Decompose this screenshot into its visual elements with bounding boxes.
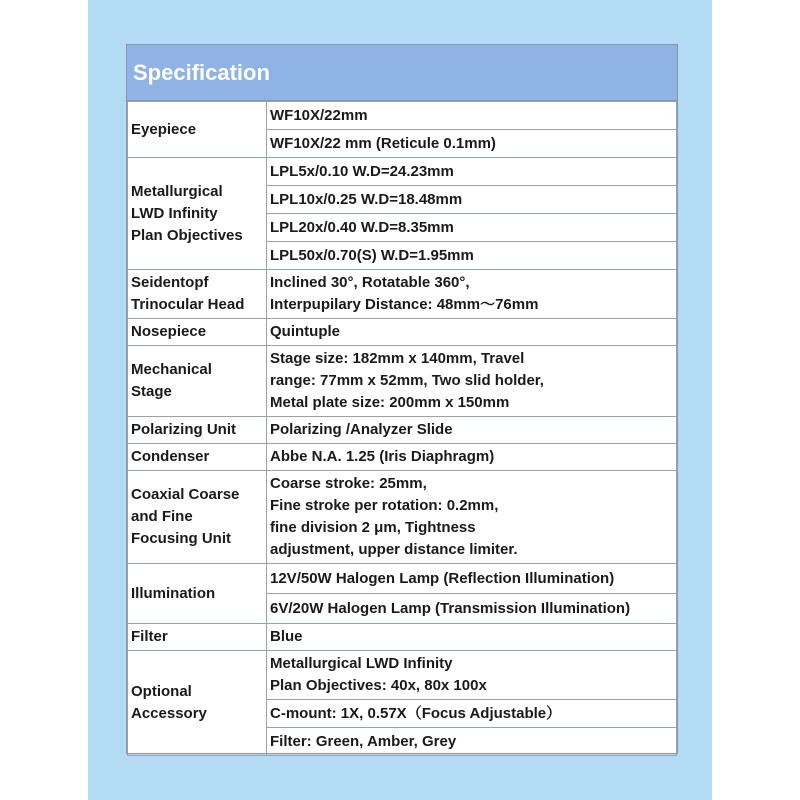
row-label-head: [128, 270, 267, 319]
row-label-condenser: Condenser: [128, 444, 267, 471]
table-row: [128, 417, 677, 444]
label-line: Metallurgical: [131, 182, 223, 200]
row-label-nosepiece: Nosepiece: [128, 319, 267, 346]
label-line: LWD Infinity: [131, 204, 218, 222]
table-row: [128, 102, 677, 130]
value-line: adjustment, upper distance limiter.: [270, 541, 518, 558]
table-row: [128, 444, 677, 471]
value-line: Metal plate size: 200mm x 150mm: [270, 394, 510, 411]
value-line: fine division 2 μm, Tightness: [270, 519, 476, 536]
label-line: Seidentopf: [131, 274, 209, 291]
value-line: Plan Objectives: 40x, 80x 100x: [270, 677, 487, 694]
table-row: [128, 471, 677, 564]
row-label-stage: [128, 346, 267, 417]
value-line: range: 77mm x 52mm, Two slid holder,: [270, 372, 544, 389]
specification-title: Specification: [127, 45, 677, 101]
nosepiece-value: Quintuple: [267, 319, 677, 346]
row-label-polarizing: Polarizing Unit: [128, 417, 267, 444]
label-line: Eyepiece: [131, 120, 197, 138]
table-row: [128, 270, 677, 319]
label-line: Trinocular Head: [131, 296, 245, 313]
accessory-value: [267, 651, 677, 700]
table-row: [128, 319, 677, 346]
label-line: Optional: [131, 683, 192, 700]
objective-value: LPL50x/0.70(S) W.D=1.95mm: [267, 242, 677, 270]
label-line: Plan Objectives: [131, 226, 243, 244]
label-line: and Fine: [131, 508, 193, 525]
table-row: [128, 651, 677, 700]
label-line: Coaxial Coarse: [131, 486, 240, 503]
specification-card: [126, 44, 678, 754]
row-label-eyepiece: [128, 102, 267, 158]
eyepiece-value: WF10X/22 mm (Reticule 0.1mm): [267, 130, 677, 158]
stage-value: [267, 346, 677, 417]
label-line: Mechanical: [131, 361, 212, 378]
accessory-value: C-mount: 1X, 0.57X（Focus Adjustable）: [267, 700, 677, 728]
label-line: Focusing Unit: [131, 530, 231, 547]
spec-table: [127, 101, 677, 756]
objective-value: LPL10x/0.25 W.D=18.48mm: [267, 186, 677, 214]
row-label-accessory: [128, 651, 267, 756]
objective-value: LPL20x/0.40 W.D=8.35mm: [267, 214, 677, 242]
value-line: Interpupilary Distance: 48mm～76mm: [270, 296, 539, 313]
illumination-value: 6V/20W Halogen Lamp (Transmission Illumination): [267, 594, 677, 624]
row-label-objectives: [128, 158, 267, 270]
row-label-illumination: Illumination: [128, 564, 267, 624]
table-row: [128, 158, 677, 186]
table-row: [128, 564, 677, 594]
label-line: Accessory: [131, 705, 207, 722]
table-row: [128, 346, 677, 417]
accessory-value: Filter: Green, Amber, Grey: [267, 728, 677, 756]
filter-value: Blue: [267, 624, 677, 651]
value-line: Inclined 30°, Rotatable 360°,: [270, 274, 470, 291]
row-label-filter: Filter: [128, 624, 267, 651]
label-line: Stage: [131, 383, 172, 400]
condenser-value: Abbe N.A. 1.25 (Iris Diaphragm): [267, 444, 677, 471]
focusing-value: [267, 471, 677, 564]
row-label-focusing: [128, 471, 267, 564]
value-line: Stage size: 182mm x 140mm, Travel: [270, 350, 525, 367]
head-value: [267, 270, 677, 319]
illumination-value: 12V/50W Halogen Lamp (Reflection Illumination): [267, 564, 677, 594]
value-line: Coarse stroke: 25mm,: [270, 475, 427, 492]
objective-value: LPL5x/0.10 W.D=24.23mm: [267, 158, 677, 186]
value-line: Fine stroke per rotation: 0.2mm,: [270, 497, 499, 514]
value-line: Metallurgical LWD Infinity: [270, 655, 453, 672]
polarizing-value: Polarizing /Analyzer Slide: [267, 417, 677, 444]
table-row: [128, 624, 677, 651]
eyepiece-value: WF10X/22mm: [267, 102, 677, 130]
